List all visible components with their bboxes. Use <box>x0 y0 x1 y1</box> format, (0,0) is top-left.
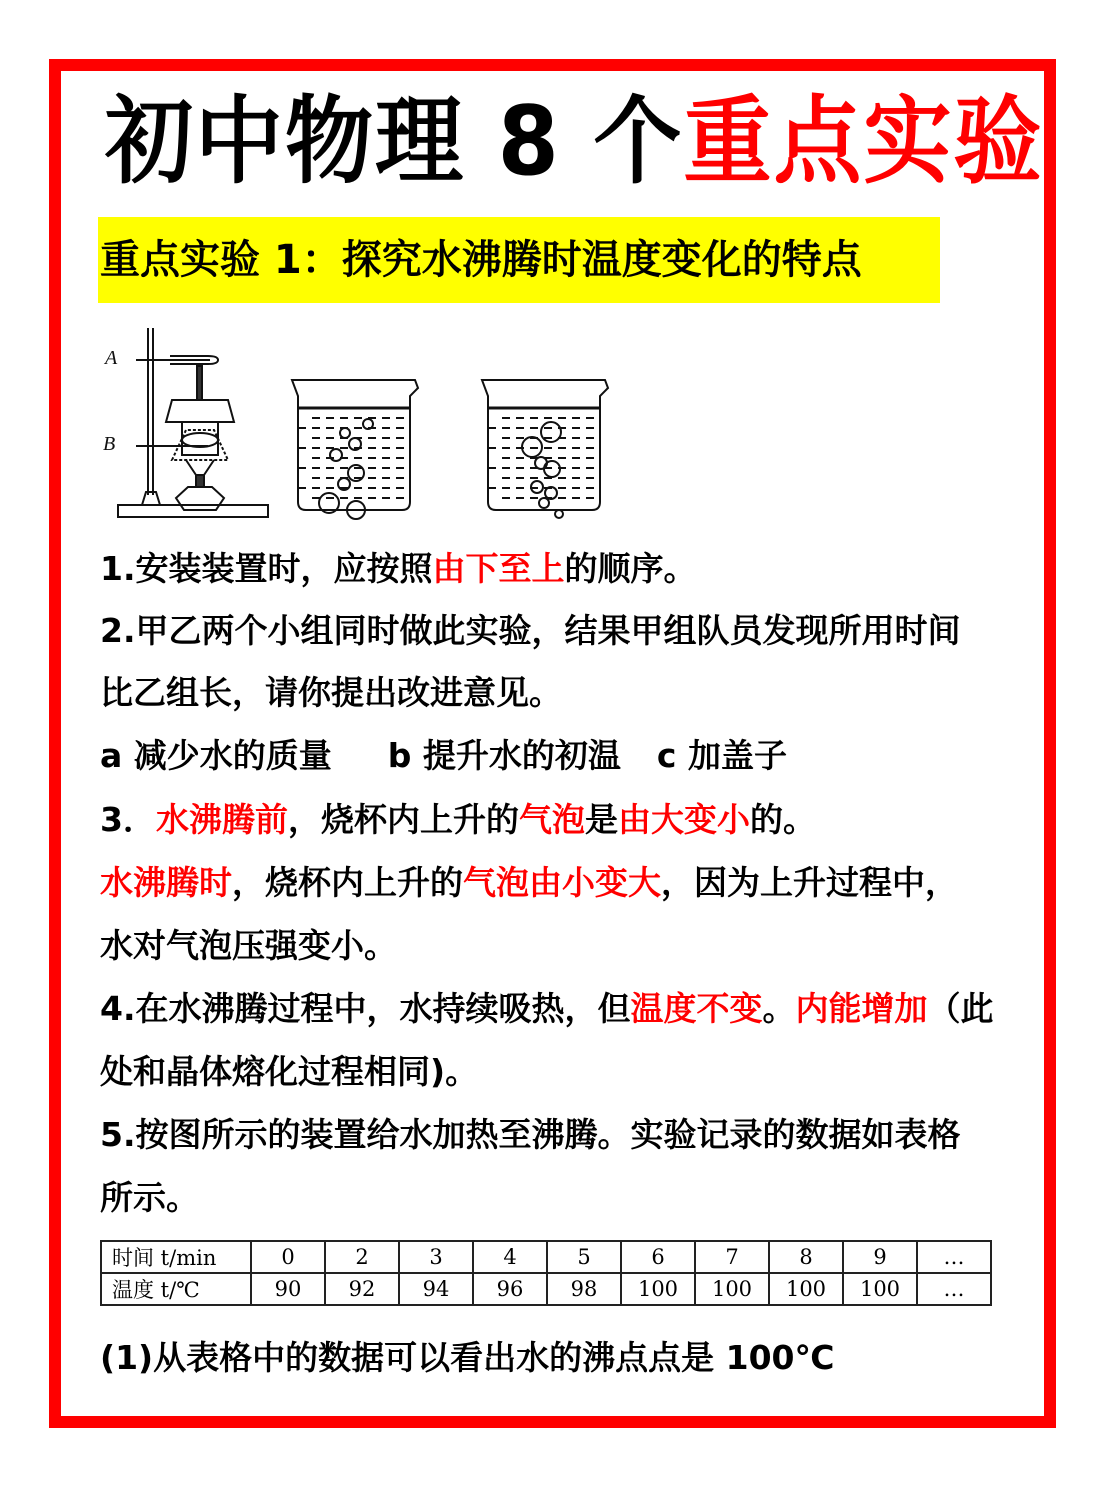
highlight: 由下至上 <box>432 549 565 588</box>
boiling-apparatus-illustration <box>100 320 630 525</box>
item-5-line-1: 5.按图所示的装置给水加热至沸腾。实验记录的数据如表格 <box>100 1115 961 1154</box>
item-4-line-2: 处和晶体熔化过程相同)。 <box>100 1052 479 1091</box>
temperature-data-table <box>100 1240 992 1306</box>
option-b: b 提升水的初温 <box>387 736 621 775</box>
item-4-line-1: 4.在水沸腾过程中，水持续吸热，但温度不变。内能增加（此 <box>100 989 994 1028</box>
conclusion-1: (1)从表格中的数据可以看出水的沸点点是 100℃ <box>100 1338 835 1377</box>
iron-stand-icon <box>118 328 268 517</box>
title-black-part: 初中物理 8 个 <box>105 85 684 197</box>
title-red-part: 重点实验 <box>683 85 1044 197</box>
item-3-line-3: 水对气泡压强变小。 <box>100 926 397 965</box>
label-a: A <box>105 347 118 369</box>
option-c: c 加盖子 <box>656 736 787 775</box>
improvement-options <box>100 736 787 776</box>
table-row-time: 时间 t/min 0 2 3 4 5 6 7 8 9 … <box>101 1241 991 1273</box>
beaker-before-boiling-icon <box>292 380 418 519</box>
item-3-line-1: 3．水沸腾前，烧杯内上升的气泡是由大变小的。 <box>100 800 816 839</box>
item-2-line-1: 2.甲乙两个小组同时做此实验，结果甲组队员发现所用时间 <box>100 611 961 650</box>
page-title <box>105 82 1045 201</box>
experiment-figure <box>100 320 630 525</box>
item-1: 1.安装装置时，应按照由下至上的顺序。 <box>100 549 697 588</box>
section-heading: 重点实验 1：探究水沸腾时温度变化的特点 <box>98 217 940 303</box>
row-header: 时间 t/min <box>101 1241 251 1273</box>
item-3-line-2: 水沸腾时，烧杯内上升的气泡由小变大，因为上升过程中， <box>100 863 958 902</box>
table-row-temperature: 温度 t/℃ 90 92 94 96 98 100 100 100 100 … <box>101 1273 991 1305</box>
item-2-line-2: 比乙组长，请你提出改进意见。 <box>100 673 562 712</box>
beaker-while-boiling-icon <box>482 380 608 518</box>
item-5-line-2: 所示。 <box>100 1178 199 1217</box>
label-b: B <box>103 433 116 455</box>
row-header: 温度 t/℃ <box>101 1273 251 1305</box>
option-a: a 减少水的质量 <box>100 736 332 775</box>
